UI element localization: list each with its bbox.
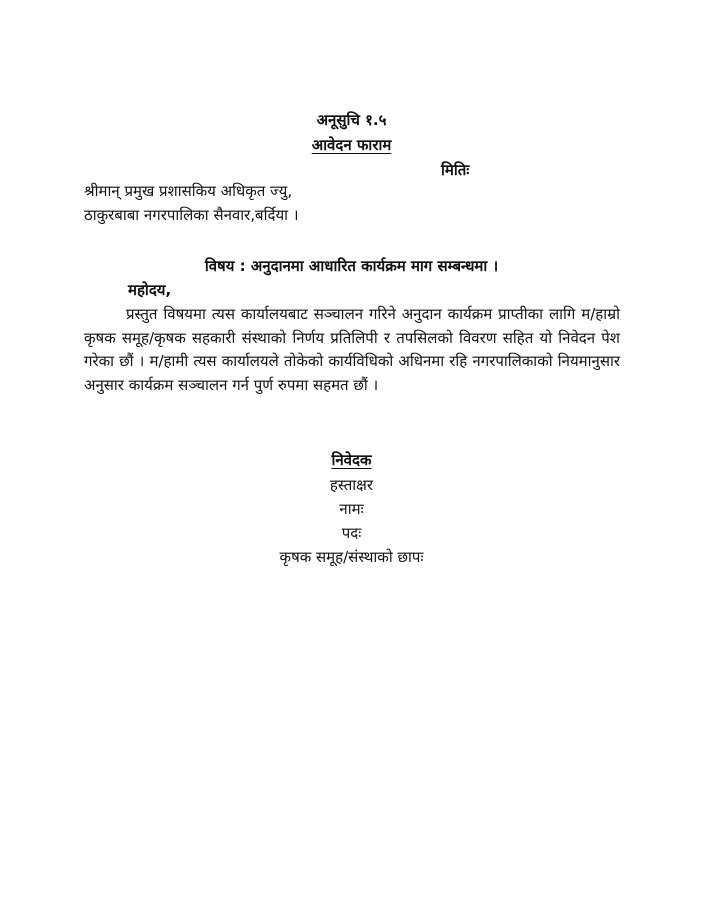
signature-label: हस्ताक्षर (329, 476, 374, 494)
addressee-line-1: श्रीमान् प्रमुख प्रशासकिय अधिकृत ज्यु, (84, 182, 293, 200)
name-label: नामः (339, 500, 364, 518)
salutation: महोदय, (128, 281, 172, 299)
applicant-title: निवेदक (331, 451, 372, 469)
body-paragraph: प्रस्तुत विषयमा त्यस कार्यालयबाट सञ्चालन गरिने अनुदान कार्यक्रम प्राप्तीका लागि म/हाम्रो कृषक समूह/कृषक सहकारी संस्थाको निर्णय प्रतिलिपी र तपसिलको विवरण सहित यो निवेदन पेश गरेका छौं । म/हामी त्यस कार्यालयले तोकेको कार्यविधिको अधिनमा रहि नगरपालिकाको नियमानुसार अनुसार कार्यक्रम सञ्चालन गर्न पुर्ण रुपमा सहमत छौं । (84, 305, 620, 394)
schedule-heading: अनूसुचि १.५ (316, 111, 387, 129)
date-label: मितिः (441, 161, 470, 179)
form-title: आवेदन फाराम (311, 136, 392, 154)
seal-label: कृषक समूह/संस्थाको छापः (279, 548, 424, 566)
subject-line: विषय : अनुदानमा आधारित कार्यक्रम माग सम्बन्धमा । (204, 257, 499, 275)
addressee-line-2: ठाकुरबाबा नगरपालिका सैनवार,बर्दिया । (84, 206, 299, 224)
position-label: पदः (341, 524, 362, 542)
